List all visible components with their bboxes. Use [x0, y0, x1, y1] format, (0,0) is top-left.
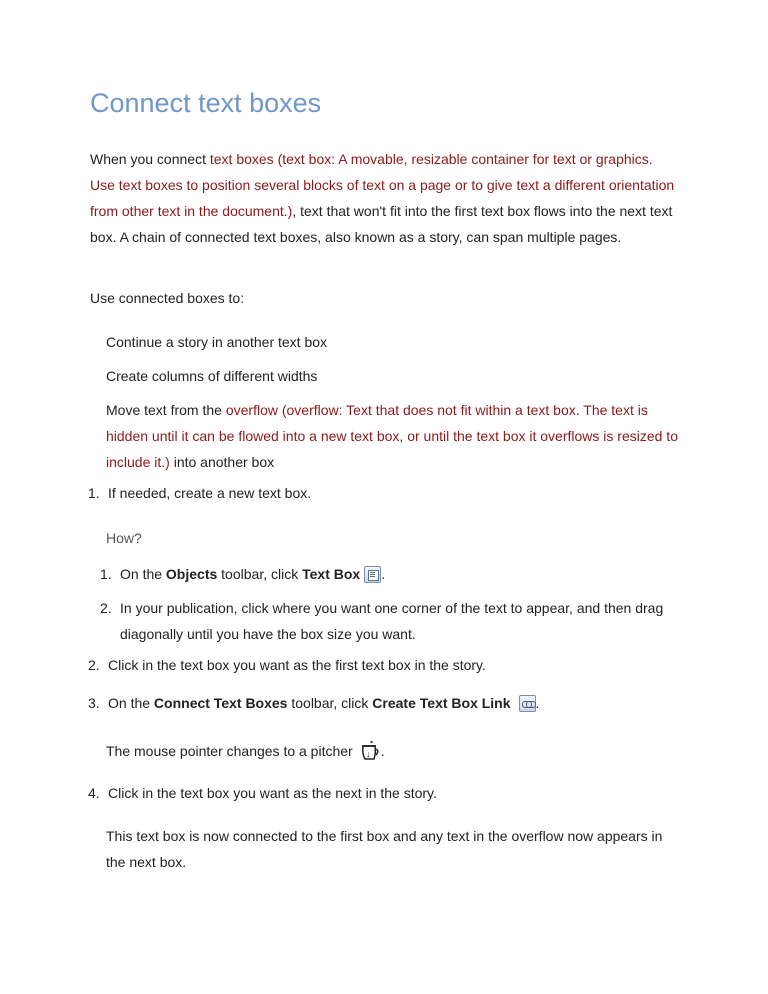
substep-1-end: . — [381, 566, 386, 582]
step-3-text — [108, 690, 698, 716]
pitcher-note-end: . — [380, 743, 385, 759]
use-item-2: Create columns of different widths — [106, 368, 318, 384]
step-1-number: 1. — [88, 485, 100, 501]
step-4-note: This text box is now connected to the first box and any text in the overflow now appears in the next box. — [106, 828, 663, 870]
text-box-button-label: Text Box — [302, 566, 361, 582]
use-item-3-text: Move text from the — [106, 402, 226, 418]
step-3-end: . — [535, 695, 540, 711]
text-box-definition-link[interactable]: text boxes (text box: A movable, resizable container for text or graphics. Use text boxes to position several blocks of text on a page or to give text a different orientation from other text in the document.) — [90, 151, 675, 219]
create-link-button-label: Create Text Box Link — [372, 695, 511, 711]
use-intro: Use connected boxes to: — [90, 290, 245, 306]
use-item-1: Continue a story in another text box — [106, 334, 328, 350]
substep-2-text: In your publication, click where you want one corner of the text to appear, and then drag diagonally until you have the box size you want. — [120, 600, 664, 642]
step-4-text: Click in the text box you want as the next in the story. — [108, 785, 437, 801]
step-2-text: Click in the text box you want as the first text box in the story. — [108, 657, 486, 673]
step-3-part: On the — [108, 695, 154, 711]
link-icon — [519, 695, 536, 712]
substep-1-text — [120, 561, 680, 587]
substep-2-number: 2. — [100, 600, 112, 616]
substep-1-number: 1. — [100, 566, 112, 582]
step-3-note — [106, 738, 680, 770]
objects-toolbar-label: Objects — [165, 566, 218, 582]
connect-toolbar-label: Connect Text Boxes — [153, 695, 288, 711]
pitcher-note-text: The mouse pointer changes to a pitcher — [106, 743, 353, 759]
intro-text: When you connect — [90, 151, 210, 167]
overflow-definition-link[interactable]: overflow (overflow: Text that does not fit within a text box. The text is hidden until it can be flowed into a new text box, or until the text box it overflows is resized to include it.) — [106, 402, 678, 470]
how-toggle[interactable]: How? — [106, 530, 142, 546]
pitcher-icon — [359, 740, 381, 770]
intro-paragraph — [90, 146, 680, 250]
use-item-3-text-end: into another box — [169, 454, 275, 470]
use-item-3 — [106, 397, 680, 475]
substep-1-part: On the — [120, 566, 166, 582]
substep-1-part-2: toolbar, click — [217, 566, 303, 582]
step-2-number: 2. — [88, 657, 100, 673]
step-1-text: If needed, create a new text box. — [108, 485, 312, 501]
step-3-part-2: toolbar, click — [287, 695, 373, 711]
svg-text:↓: ↓ — [365, 749, 371, 759]
step-4-number: 4. — [88, 785, 100, 801]
step-3-number: 3. — [88, 695, 100, 711]
text-box-icon — [364, 566, 381, 583]
intro-text-continued: , text that won't fit into the first text box flows into the next text box. A chain of connected text boxes, also known as a story, can span multiple pages. — [90, 203, 673, 245]
page-title: Connect text boxes — [90, 88, 322, 118]
